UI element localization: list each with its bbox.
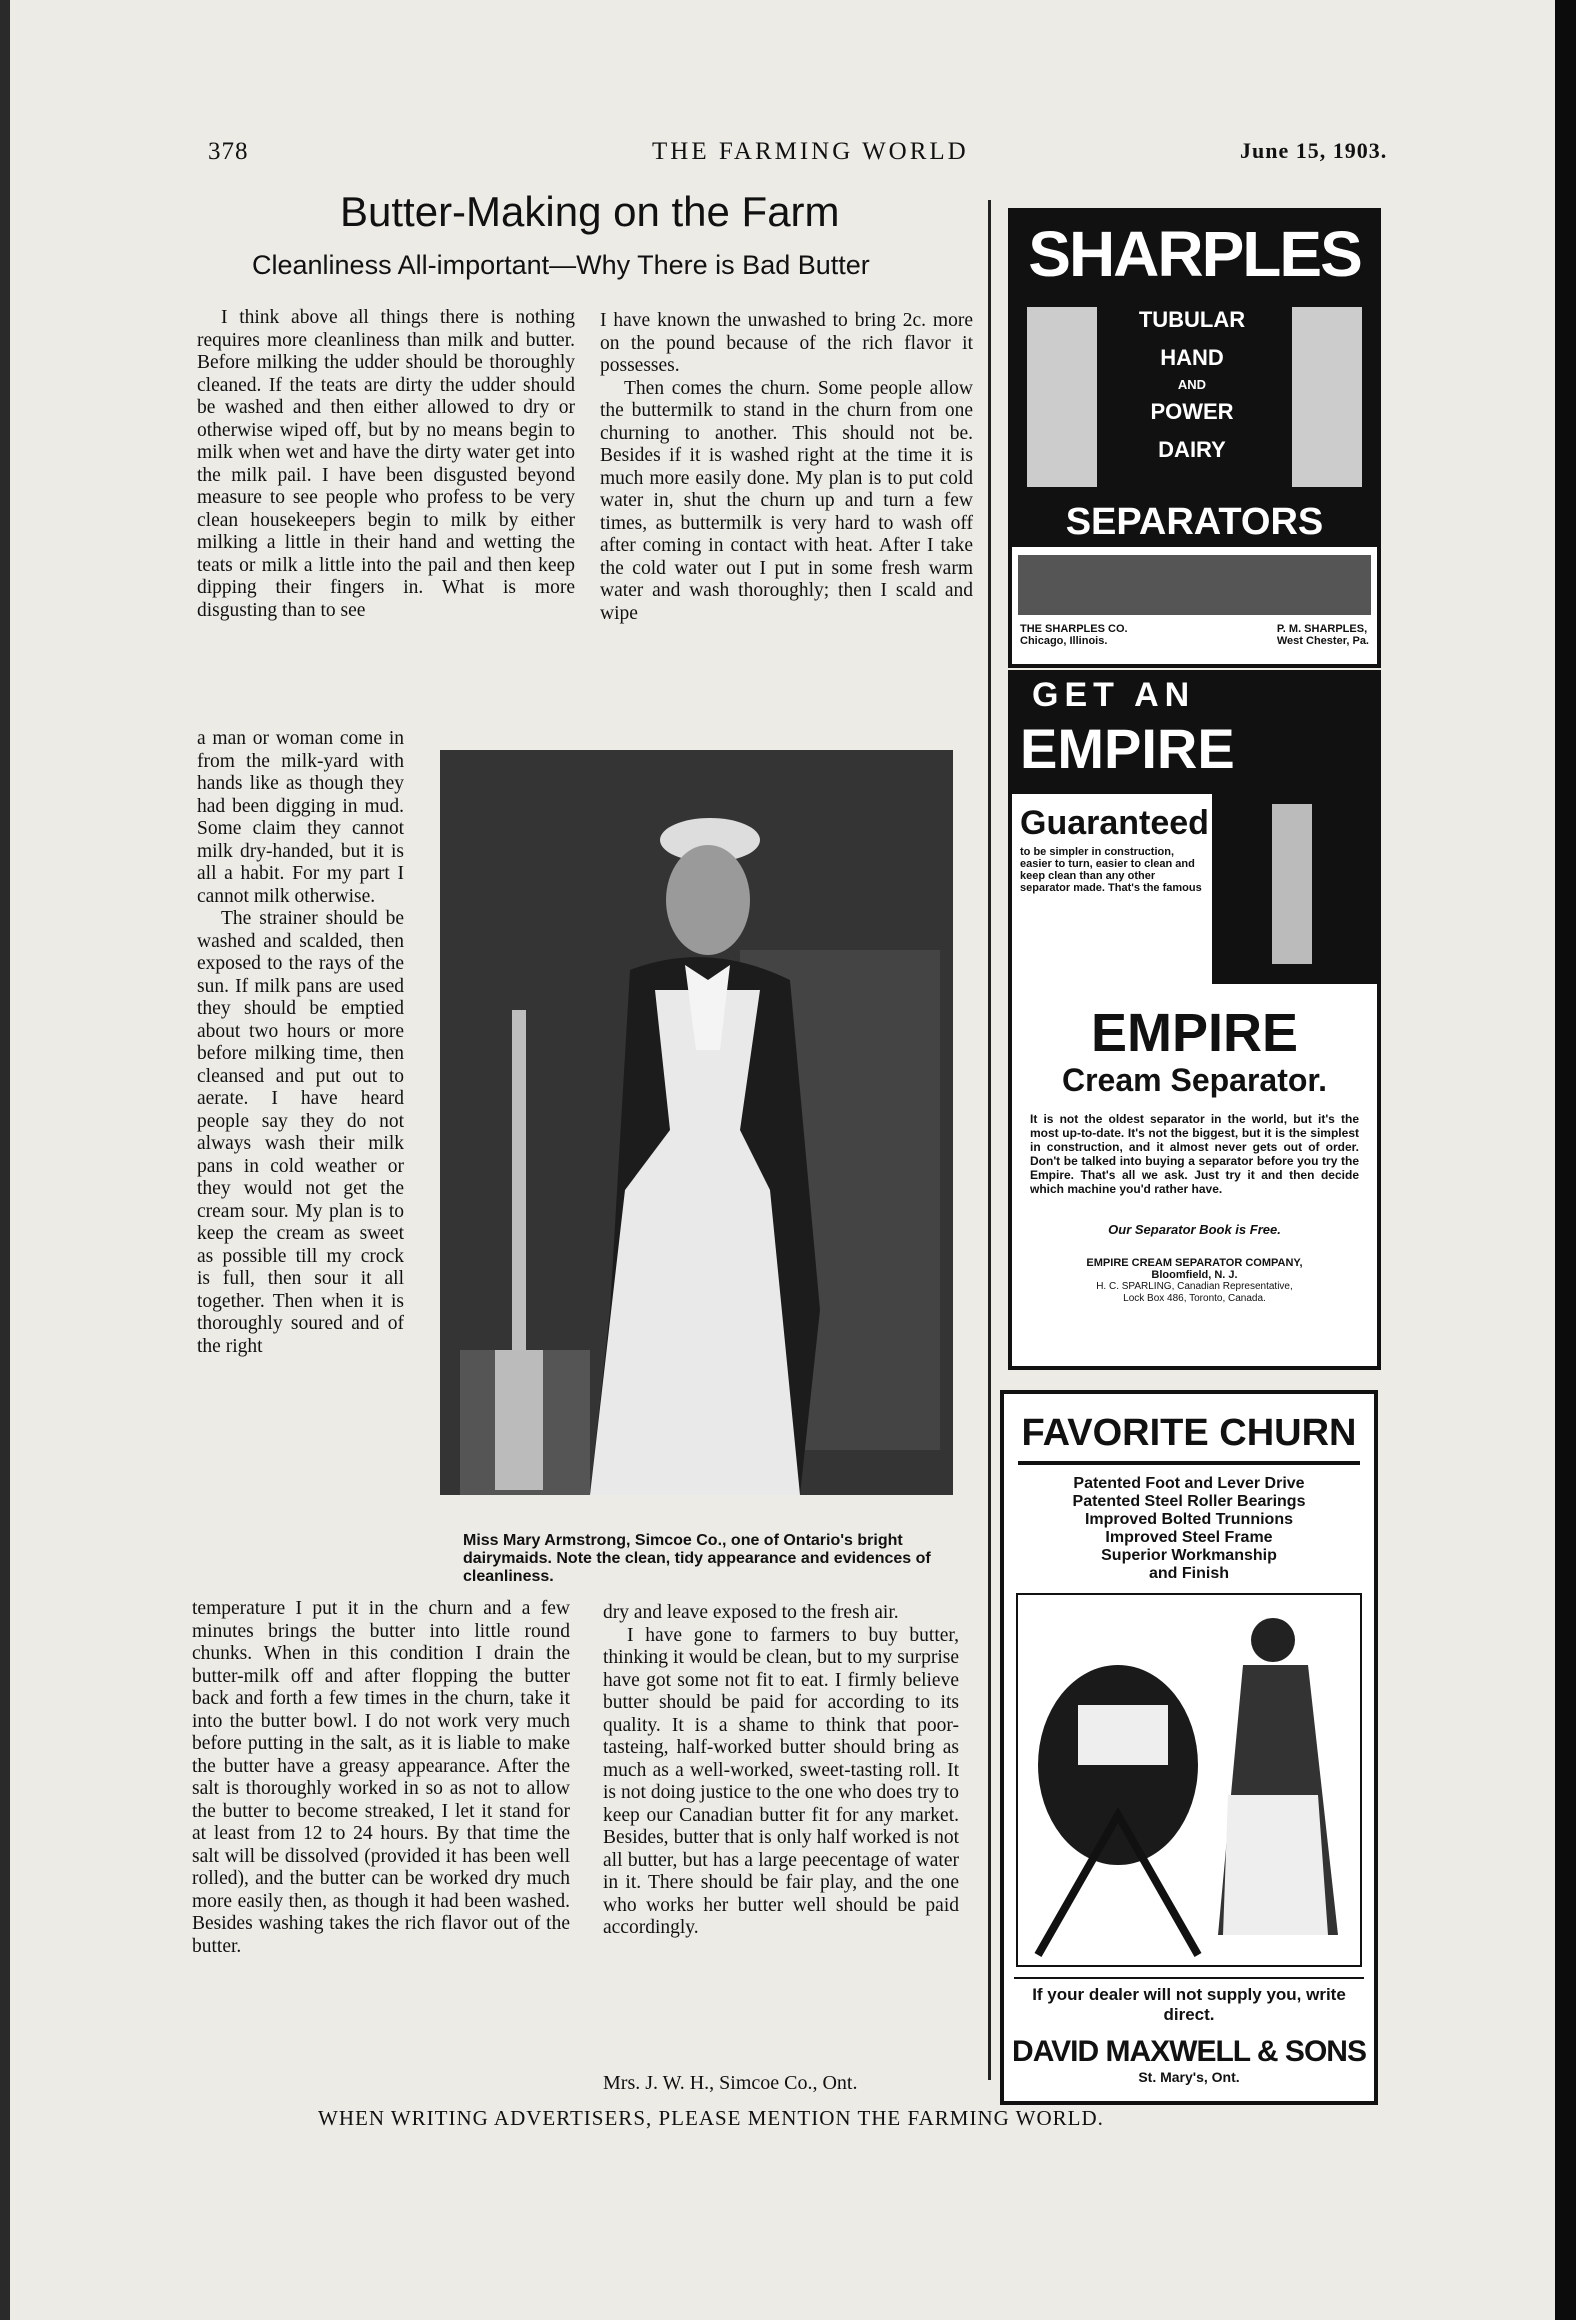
sharples-fine-print xyxy=(1018,555,1371,615)
article-title: Butter-Making on the Farm xyxy=(340,188,840,235)
churn-feature: Superior Workmanship xyxy=(1101,1547,1277,1564)
sharples-illustration xyxy=(1012,297,1377,497)
empire-company-location: Bloomfield, N. J. xyxy=(1151,1269,1238,1281)
magazine-title: THE FARMING WORLD xyxy=(652,138,969,165)
churn-illustration xyxy=(1016,1593,1362,1967)
empire-representative-location: Lock Box 486, Toronto, Canada. xyxy=(1123,1293,1266,1304)
empire-ad xyxy=(1008,670,1381,1370)
paragraph: a man or woman come in from the milk-yard with hands like as though they had been digging in mud. Some claim they cannot milk dry-handed, but it is all a habit. For my part I cannot milk otherwise. xyxy=(197,728,404,907)
empire-representative: H. C. SPARLING, Canadian Representative, xyxy=(1096,1281,1293,1292)
empire-guarantee-text: to be simpler in construction, easier to turn, easier to clean and keep clean than any other separator made. That's the famous xyxy=(1020,846,1202,894)
churn-feature: Improved Bolted Trunnions xyxy=(1084,1511,1293,1528)
empire-guaranteed: Guaranteed xyxy=(1020,804,1209,842)
page-number: 378 xyxy=(208,138,249,165)
churn-company-location: St. Mary's, Ont. xyxy=(1138,2069,1240,2085)
sharples-line-power: POWER xyxy=(1150,399,1234,424)
article-column-1-bottom xyxy=(192,1598,570,1958)
empire-headline-2: EMPIRE xyxy=(1020,717,1235,780)
empire-product: Cream Separator. xyxy=(1061,1062,1327,1098)
paragraph: I have gone to farmers to buy butter, thinking it would be clean, but to my surprise have got some not fit to eat. I firmly believe butter should be paid for according to its quality. It is a shame to think that poor-tasteing, half-worked butter should bring as much as a well-worked, sweet-tasting roll. It is not doing justice to the one who does try to keep our Canadian butter fit for any market. Besides, butter that is only half worked is not all butter, but has a large peecentage of water in it. There should be fair play, and the one who works her butter well should be paid accordingly. xyxy=(603,1624,959,1938)
sharples-company: THE SHARPLES CO. xyxy=(1020,623,1128,635)
churn-headline: FAVORITE CHURN xyxy=(1018,1412,1360,1465)
column-divider xyxy=(988,200,991,2080)
article-signature: Mrs. J. W. H., Simcoe Co., Ont. xyxy=(603,2072,858,2094)
churn-company: DAVID MAXWELL & SONS xyxy=(1012,2035,1366,2068)
sharples-person-location: West Chester, Pa. xyxy=(1276,635,1369,647)
separator-machine-left xyxy=(1027,307,1097,487)
sharples-line-hand: HAND xyxy=(1160,345,1224,370)
article-column-2-top xyxy=(600,310,973,625)
article-subtitle: Cleanliness All-important—Why There is Bad Butter xyxy=(252,250,870,280)
empire-body: It is not the oldest separator in the world, but it's the most up-to-date. It's not the biggest, but it is the simplest in construction, and it almost never gets out of order. Don't be talked into buying a separator before you try the Empire. That's all we ask. Just try it and then decide which machine you'd rather have. xyxy=(1030,1112,1359,1196)
sharples-line-dairy: DAIRY xyxy=(1158,437,1226,462)
scan-edge xyxy=(0,0,10,2320)
empire-book-offer: Our Separator Book is Free. xyxy=(1108,1222,1281,1237)
empire-brand: EMPIRE xyxy=(1090,1003,1299,1063)
separator-machine-right xyxy=(1292,307,1362,487)
paragraph: The strainer should be washed and scalded, then exposed to the rays of the sun. If milk pans are used they should be emptied about two hours or more before milking time, then cleansed and put out to aerate. I have heard people say they do not always wash their milk pans in cold weather or they would not get the cream sour. My plan is to keep the cream as sweet as possible till my crock is full, then sour it all together. Then when it is thoroughly soured and of the right xyxy=(197,908,404,1357)
paragraph: temperature I put it in the churn and a few minutes brings the butter into little round chunks. When in this condition I drain the butter-milk off and after flopping the butter back and forth a few times in the churn, take it into the butter bowl. I do not work very much before putting in the salt, as it is liable to make the butter have a greasy appearance. After the salt is thoroughly worked in so as not to allow the butter to become streaked, I let it stand for at least from 12 to 24 hours. By that time the salt will be dissolved (provided it has been well rolled), and the butter can be worked dry much more easily then, as though it had been washed. Besides washing takes the rich flavor out of the butter. xyxy=(192,1598,570,1957)
sharples-ad xyxy=(1008,208,1381,668)
churn-feature: Patented Steel Roller Bearings xyxy=(1072,1493,1306,1510)
issue-date: June 15, 1903. xyxy=(1240,138,1388,163)
favorite-churn-ad xyxy=(1000,1390,1378,2105)
empire-headline-1: GET AN xyxy=(1032,676,1196,714)
article-column-2-bottom xyxy=(603,1602,959,1940)
empire-header xyxy=(1012,674,1377,794)
paragraph: I have known the unwashed to bring 2c. more on the pound because of the rich flavor it possesses. xyxy=(600,310,973,376)
churn-feature: and Finish xyxy=(1149,1565,1229,1582)
article-column-1-top xyxy=(197,307,575,622)
sharples-person: P. M. SHARPLES, xyxy=(1276,623,1368,635)
paragraph: Then comes the churn. Some people allow the buttermilk to stand in the churn from one churning to another. This should not be. Besides if it is washed right at the time it is much more easily done. My plan is to put cold water in, shut the churn up and turn a few times, as buttermilk is very hard to wash off after coming in contact with heat. After I take the cold water out I put in some fresh warm water and wash thoroughly; then I scald and wipe xyxy=(600,377,973,624)
paragraph: dry and leave exposed to the fresh air. xyxy=(603,1602,899,1623)
page-footer: WHEN WRITING ADVERTISERS, PLEASE MENTION THE FARMING WORLD. xyxy=(318,2106,1104,2130)
empire-machine-illustration xyxy=(1212,794,1377,984)
dairymaid-photo xyxy=(440,750,953,1495)
empire-company: EMPIRE CREAM SEPARATOR COMPANY, xyxy=(1086,1257,1303,1269)
churn-feature: Patented Foot and Lever Drive xyxy=(1073,1475,1305,1492)
photo-caption: Miss Mary Armstrong, Simcoe Co., one of Ontario's bright dairymaids. Note the clean, tidy appearance and evidences of cleanliness. xyxy=(463,1532,931,1585)
sharples-brand: SHARPLES xyxy=(1012,212,1377,297)
sharples-company-location: Chicago, Illinois. xyxy=(1020,635,1108,647)
sharples-line-and: AND xyxy=(1177,377,1207,392)
churn-feature: Improved Steel Frame xyxy=(1105,1529,1273,1546)
scan-edge xyxy=(1555,0,1576,2320)
sharples-line-tubular: TUBULAR xyxy=(1138,307,1246,332)
sharples-product: SEPARATORS xyxy=(1012,497,1377,547)
paragraph: I think above all things there is nothing requires more cleanliness than milk and butter. Before milking the udder should be thoroughly cleaned. If the teats are dirty the udder should be washed and then either allowed to dry or otherwise wiped off, but by no means begin to milk when wet and have the dirty water get into the milk pail. I have been disgusted beyond measure to see people who profess to be very clean housekeepers begin to milk by either milking a little in their hand and wetting the teats or milk a little into the pail and then keep dipping their fingers in. What is more disgusting than to see xyxy=(197,307,575,621)
article-column-1-narrow xyxy=(197,728,404,1358)
churn-dealer-note: If your dealer will not supply you, write direct. xyxy=(1014,1977,1364,2025)
